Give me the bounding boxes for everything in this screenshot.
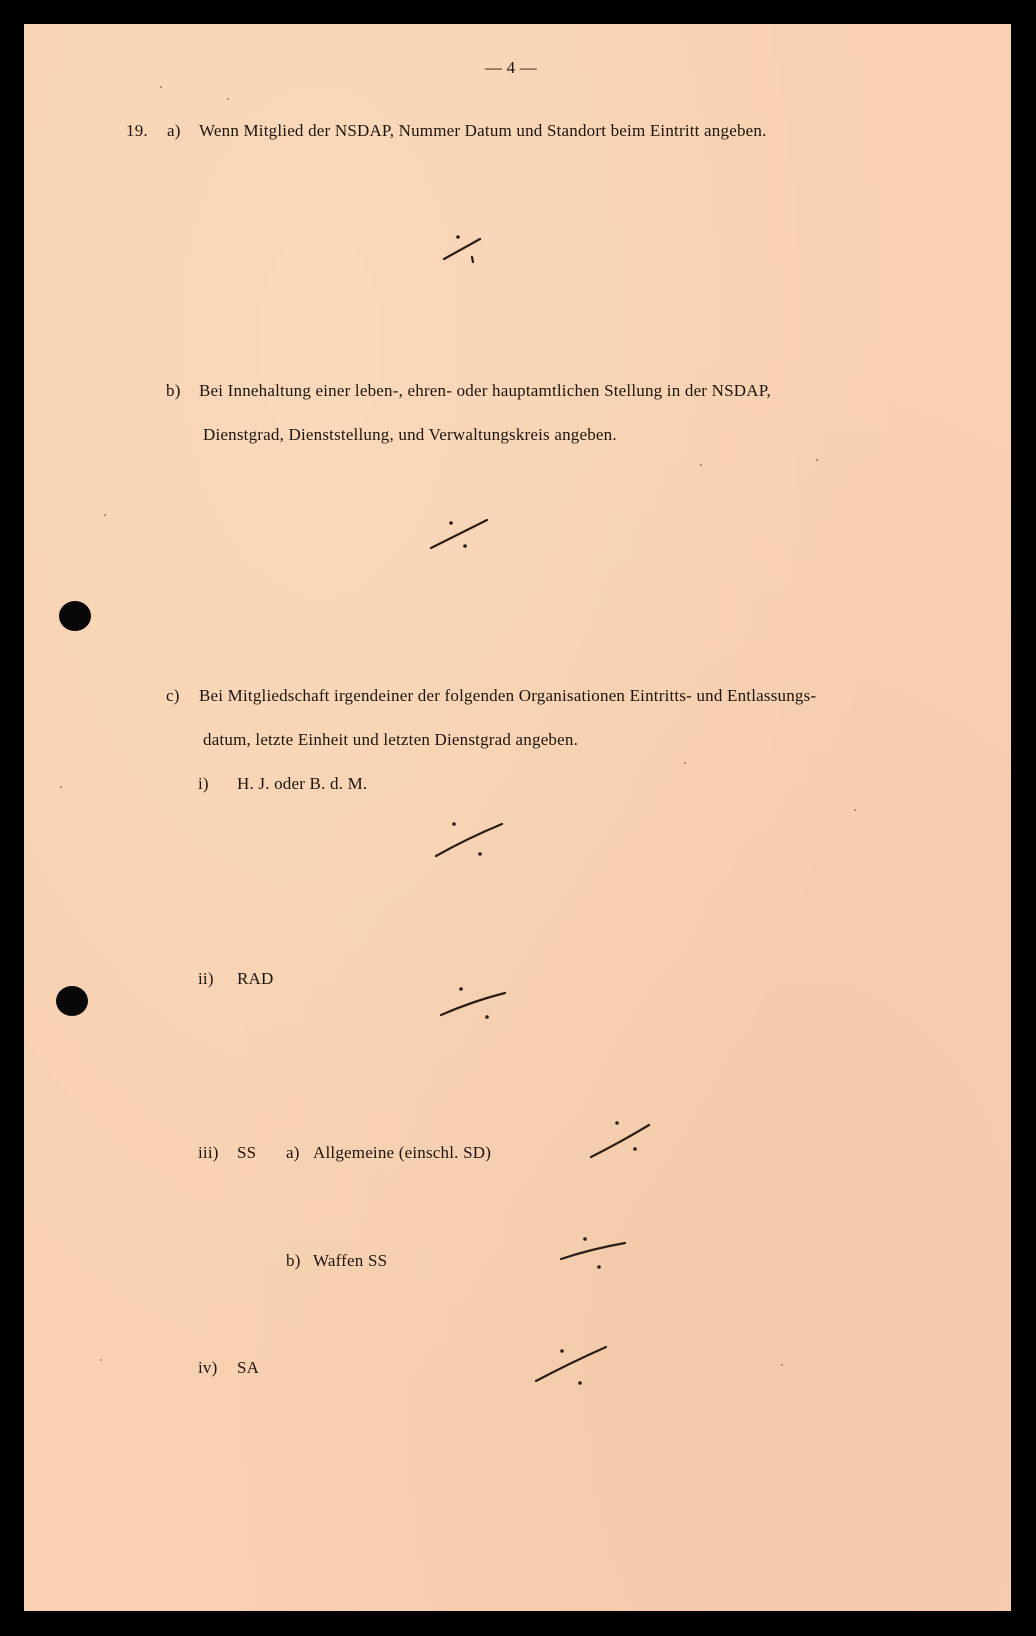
paper-speck <box>854 809 856 811</box>
item-iii-sub-a-label: Allgemeine (einschl. SD) <box>313 1143 492 1162</box>
question-19b-line1: Bei Innehaltung einer leben-, ehren- oder hauptamtlichen Stellung in der NSDAP, <box>199 381 771 400</box>
handwritten-dash-mark-sa <box>534 1339 614 1389</box>
paper-speck <box>684 762 686 764</box>
item-iii-sub-b-label: Waffen SS <box>313 1251 388 1270</box>
handwritten-dash-mark-19a <box>442 229 502 269</box>
question-number: 19. <box>126 121 148 140</box>
paper-speck <box>227 98 229 100</box>
handwritten-dash-mark-19b <box>429 514 499 554</box>
question-19c-line1: Bei Mitgliedschaft irgendeiner der folgenden Organisationen Eintritts- und Entlassungs- <box>199 686 817 705</box>
document-page <box>24 24 1011 1611</box>
item-ii-label: RAD <box>237 969 274 988</box>
paper-speck <box>104 514 106 516</box>
question-19b-letter: b) <box>166 381 181 400</box>
punch-hole-bottom <box>56 986 88 1016</box>
paper-speck <box>781 1364 783 1366</box>
paper-speck <box>816 459 818 461</box>
question-19a-text: Wenn Mitglied der NSDAP, Nummer Datum und Standort beim Eintritt angeben. <box>199 121 767 140</box>
question-19b-line2: Dienstgrad, Dienststellung, und Verwaltungskreis angeben. <box>203 425 617 444</box>
item-iii-sub-b-letter: b) <box>286 1251 301 1270</box>
item-iv-label: SA <box>237 1358 260 1377</box>
paper-speck <box>100 1359 102 1361</box>
handwritten-dash-mark-hj <box>434 814 514 864</box>
handwritten-dash-mark-ss-allgemeine <box>589 1119 659 1164</box>
paper-speck <box>60 786 62 788</box>
question-19c-line2: datum, letzte Einheit und letzten Dienstgrad angeben. <box>203 730 579 749</box>
punch-hole-top <box>59 601 91 631</box>
item-i-label: H. J. oder B. d. M. <box>237 774 368 793</box>
item-iii-sub-a-letter: a) <box>286 1143 300 1162</box>
item-i-number: i) <box>198 774 209 793</box>
handwritten-dash-mark-waffen-ss <box>559 1229 634 1274</box>
page-number: — 4 — <box>485 58 537 77</box>
question-19c-letter: c) <box>166 686 180 705</box>
paper-speck <box>700 464 702 466</box>
item-ii-number: ii) <box>198 969 214 988</box>
item-iii-number: iii) <box>198 1143 219 1162</box>
item-iii-label: SS <box>237 1143 257 1162</box>
handwritten-dash-mark-rad <box>439 979 514 1024</box>
paper-speck <box>160 86 162 88</box>
question-19a-letter: a) <box>167 121 181 140</box>
item-iv-number: iv) <box>198 1358 218 1377</box>
